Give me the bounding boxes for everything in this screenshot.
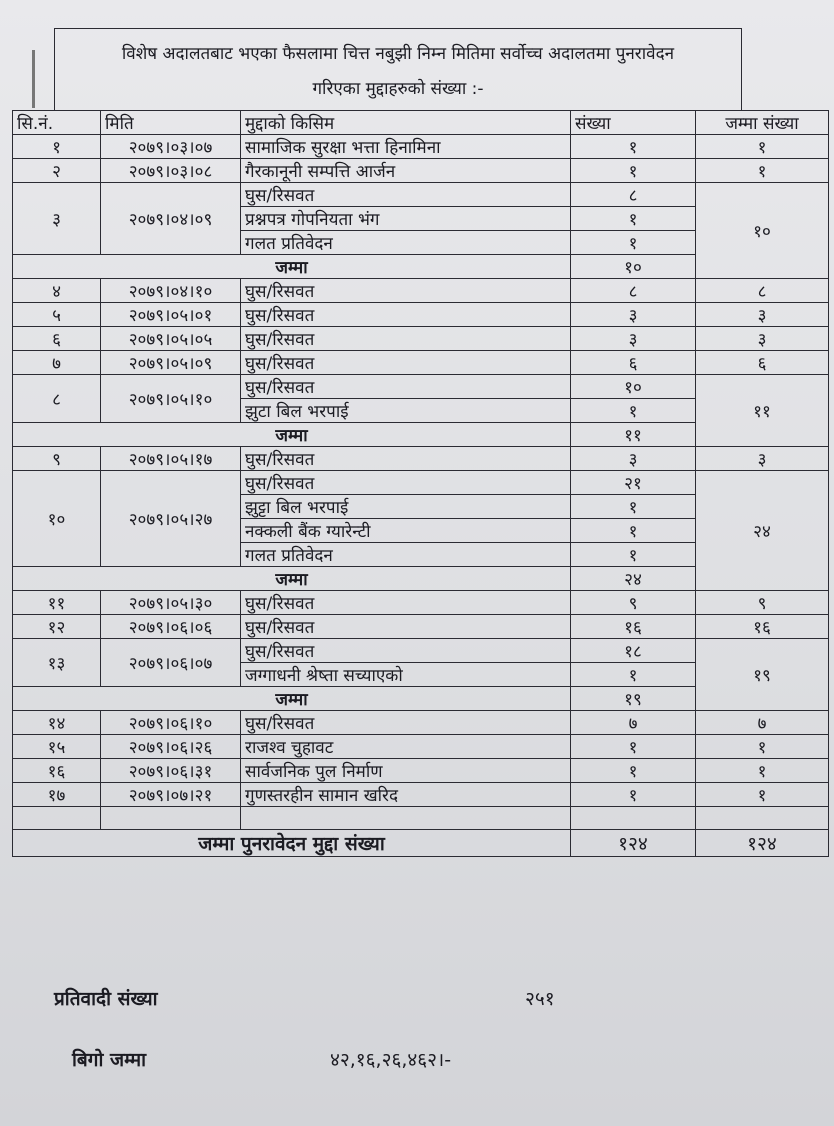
col-header-count: संख्या bbox=[571, 111, 696, 135]
col-header-sn: सि.नं. bbox=[13, 111, 101, 135]
row-case-type: घुस/रिसवत bbox=[241, 639, 571, 663]
row-case-type: घुस/रिसवत bbox=[241, 447, 571, 471]
row-count: १६ bbox=[571, 615, 696, 639]
row-case-type: घुस/रिसवत bbox=[241, 303, 571, 327]
row-count: ७ bbox=[571, 711, 696, 735]
row-total: ३ bbox=[696, 447, 829, 471]
col-header-type: मुद्दाको किसिम bbox=[241, 111, 571, 135]
row-date: २०७९।०४।१० bbox=[101, 279, 241, 303]
table-row bbox=[13, 279, 829, 303]
table-row bbox=[13, 783, 829, 807]
blank-cell bbox=[571, 807, 696, 830]
blank-cell bbox=[696, 807, 829, 830]
row-date: २०७९।०६।२६ bbox=[101, 735, 241, 759]
row-date: २०७९।०६।१० bbox=[101, 711, 241, 735]
blank-cell bbox=[241, 807, 571, 830]
table-row bbox=[13, 759, 829, 783]
row-total: ३ bbox=[696, 327, 829, 351]
row-case-type: राजश्व चुहावट bbox=[241, 735, 571, 759]
row-case-type: सार्वजनिक पुल निर्माण bbox=[241, 759, 571, 783]
table-row bbox=[13, 447, 829, 471]
defendants-value: २५१ bbox=[525, 988, 555, 1010]
row-total: ९ bbox=[696, 591, 829, 615]
table-header-row bbox=[13, 111, 829, 135]
row-total: ८ bbox=[696, 279, 829, 303]
row-total: ११ bbox=[696, 375, 829, 447]
row-sn: २ bbox=[13, 159, 101, 183]
row-count: १ bbox=[571, 159, 696, 183]
table-row bbox=[13, 135, 829, 159]
row-total: १६ bbox=[696, 615, 829, 639]
row-sn: ७ bbox=[13, 351, 101, 375]
row-total: १० bbox=[696, 183, 829, 279]
table-row bbox=[13, 183, 829, 207]
row-sn: १४ bbox=[13, 711, 101, 735]
row-date: २०७९।०७।२१ bbox=[101, 783, 241, 807]
row-date: २०७९।०५।१७ bbox=[101, 447, 241, 471]
row-sn: १३ bbox=[13, 639, 101, 687]
table-heading bbox=[54, 28, 742, 110]
row-date: २०७९।०६।३१ bbox=[101, 759, 241, 783]
row-count: १ bbox=[571, 399, 696, 423]
row-count: २१ bbox=[571, 471, 696, 495]
row-date: २०७९।०६।०६ bbox=[101, 615, 241, 639]
subtotal-label: जम्मा bbox=[13, 687, 571, 711]
row-case-type: प्रश्नपत्र गोपनियता भंग bbox=[241, 207, 571, 231]
row-count: १ bbox=[571, 135, 696, 159]
row-date: २०७९।०५।०१ bbox=[101, 303, 241, 327]
grand-total-count: १२४ bbox=[571, 830, 696, 857]
row-count: १ bbox=[571, 735, 696, 759]
subtotal-label: जम्मा bbox=[13, 567, 571, 591]
row-date: २०७९।०३।०८ bbox=[101, 159, 241, 183]
table-row bbox=[13, 327, 829, 351]
row-total: १ bbox=[696, 735, 829, 759]
table-row bbox=[13, 615, 829, 639]
row-sn: १७ bbox=[13, 783, 101, 807]
subtotal-count: २४ bbox=[571, 567, 696, 591]
row-count: १ bbox=[571, 495, 696, 519]
row-case-type: झुटा बिल भरपाई bbox=[241, 399, 571, 423]
row-sn: ८ bbox=[13, 375, 101, 423]
row-sn: १ bbox=[13, 135, 101, 159]
row-case-type: जग्गाधनी श्रेष्ता सच्याएको bbox=[241, 663, 571, 687]
row-case-type: घुस/रिसवत bbox=[241, 183, 571, 207]
row-count: १० bbox=[571, 375, 696, 399]
row-sn: ६ bbox=[13, 327, 101, 351]
heading-line-2: गरिएका मुद्दाहरुको संख्या :- bbox=[312, 79, 484, 99]
defendants-label: प्रतिवादी संख्या bbox=[54, 988, 158, 1010]
row-count: १ bbox=[571, 207, 696, 231]
row-case-type: घुस/रिसवत bbox=[241, 279, 571, 303]
row-case-type: घुस/रिसवत bbox=[241, 711, 571, 735]
row-total: १ bbox=[696, 759, 829, 783]
row-total: ३ bbox=[696, 303, 829, 327]
row-count: १ bbox=[571, 759, 696, 783]
row-count: ९ bbox=[571, 591, 696, 615]
row-case-type: गुणस्तरहीन सामान खरिद bbox=[241, 783, 571, 807]
table-row bbox=[13, 711, 829, 735]
row-count: १ bbox=[571, 783, 696, 807]
col-header-date: मिति bbox=[101, 111, 241, 135]
subtotal-label: जम्मा bbox=[13, 423, 571, 447]
table-row bbox=[13, 159, 829, 183]
row-count: १ bbox=[571, 543, 696, 567]
row-sn: ५ bbox=[13, 303, 101, 327]
row-case-type: घुस/रिसवत bbox=[241, 351, 571, 375]
row-total: ७ bbox=[696, 711, 829, 735]
blank-cell bbox=[101, 807, 241, 830]
row-sn: ११ bbox=[13, 591, 101, 615]
table-row bbox=[13, 735, 829, 759]
row-total: १ bbox=[696, 135, 829, 159]
blank-cell bbox=[13, 807, 101, 830]
grand-total-total: १२४ bbox=[696, 830, 829, 857]
row-date: २०७९।०५।०५ bbox=[101, 327, 241, 351]
row-case-type: घुस/रिसवत bbox=[241, 327, 571, 351]
row-total: १ bbox=[696, 159, 829, 183]
row-date: २०७९।०५।३० bbox=[101, 591, 241, 615]
row-sn: १० bbox=[13, 471, 101, 567]
row-case-type: झुट्टा बिल भरपाई bbox=[241, 495, 571, 519]
row-date: २०७९।०५।०९ bbox=[101, 351, 241, 375]
row-count: १ bbox=[571, 663, 696, 687]
table-row bbox=[13, 303, 829, 327]
col-header-total: जम्मा संख्या bbox=[696, 111, 829, 135]
appeal-cases-table bbox=[12, 110, 829, 857]
row-count: १ bbox=[571, 519, 696, 543]
row-sn: १२ bbox=[13, 615, 101, 639]
row-total: १ bbox=[696, 783, 829, 807]
row-sn: ४ bbox=[13, 279, 101, 303]
row-total: २४ bbox=[696, 471, 829, 591]
row-case-type: घुस/रिसवत bbox=[241, 615, 571, 639]
row-case-type: नक्कली बैंक ग्यारेन्टी bbox=[241, 519, 571, 543]
row-date: २०७९।०६।०७ bbox=[101, 639, 241, 687]
grand-total-row bbox=[13, 830, 829, 857]
row-count: ३ bbox=[571, 303, 696, 327]
heading-line-1: विशेष अदालतबाट भएका फैसलामा चित्त नबुझी निम्न मितिमा सर्वोच्च अदालतमा पुनरावेदन bbox=[121, 44, 675, 64]
amount-value: ४२,१६,२६,४६२।- bbox=[330, 1049, 452, 1071]
subtotal-count: १९ bbox=[571, 687, 696, 711]
row-case-type: सामाजिक सुरक्षा भत्ता हिनामिना bbox=[241, 135, 571, 159]
row-count: ३ bbox=[571, 327, 696, 351]
table-row bbox=[13, 639, 829, 663]
subtotal-count: १० bbox=[571, 255, 696, 279]
row-count: ६ bbox=[571, 351, 696, 375]
row-sn: १६ bbox=[13, 759, 101, 783]
grand-total-label: जम्मा पुनरावेदन मुद्दा संख्या bbox=[13, 830, 571, 857]
row-count: ८ bbox=[571, 183, 696, 207]
row-count: ३ bbox=[571, 447, 696, 471]
row-case-type: गलत प्रतिवेदन bbox=[241, 543, 571, 567]
table-row bbox=[13, 351, 829, 375]
row-count: १८ bbox=[571, 639, 696, 663]
table-row bbox=[13, 591, 829, 615]
subtotal-count: ११ bbox=[571, 423, 696, 447]
table-row bbox=[13, 471, 829, 495]
row-sn: ३ bbox=[13, 183, 101, 255]
row-case-type: घुस/रिसवत bbox=[241, 471, 571, 495]
row-date: २०७९।०५।१० bbox=[101, 375, 241, 423]
row-sn: १५ bbox=[13, 735, 101, 759]
row-date: २०७९।०५।२७ bbox=[101, 471, 241, 567]
blank-row bbox=[13, 807, 829, 830]
row-case-type: घुस/रिसवत bbox=[241, 375, 571, 399]
row-count: १ bbox=[571, 231, 696, 255]
row-sn: ९ bbox=[13, 447, 101, 471]
row-case-type: गैरकानूनी सम्पत्ति आर्जन bbox=[241, 159, 571, 183]
row-case-type: गलत प्रतिवेदन bbox=[241, 231, 571, 255]
row-total: १९ bbox=[696, 639, 829, 711]
table-row bbox=[13, 375, 829, 399]
subtotal-label: जम्मा bbox=[13, 255, 571, 279]
row-total: ६ bbox=[696, 351, 829, 375]
row-date: २०७९।०४।०९ bbox=[101, 183, 241, 255]
margin-mark bbox=[32, 50, 35, 108]
row-date: २०७९।०३।०७ bbox=[101, 135, 241, 159]
amount-label: बिगो जम्मा bbox=[72, 1049, 147, 1071]
row-case-type: घुस/रिसवत bbox=[241, 591, 571, 615]
row-count: ८ bbox=[571, 279, 696, 303]
